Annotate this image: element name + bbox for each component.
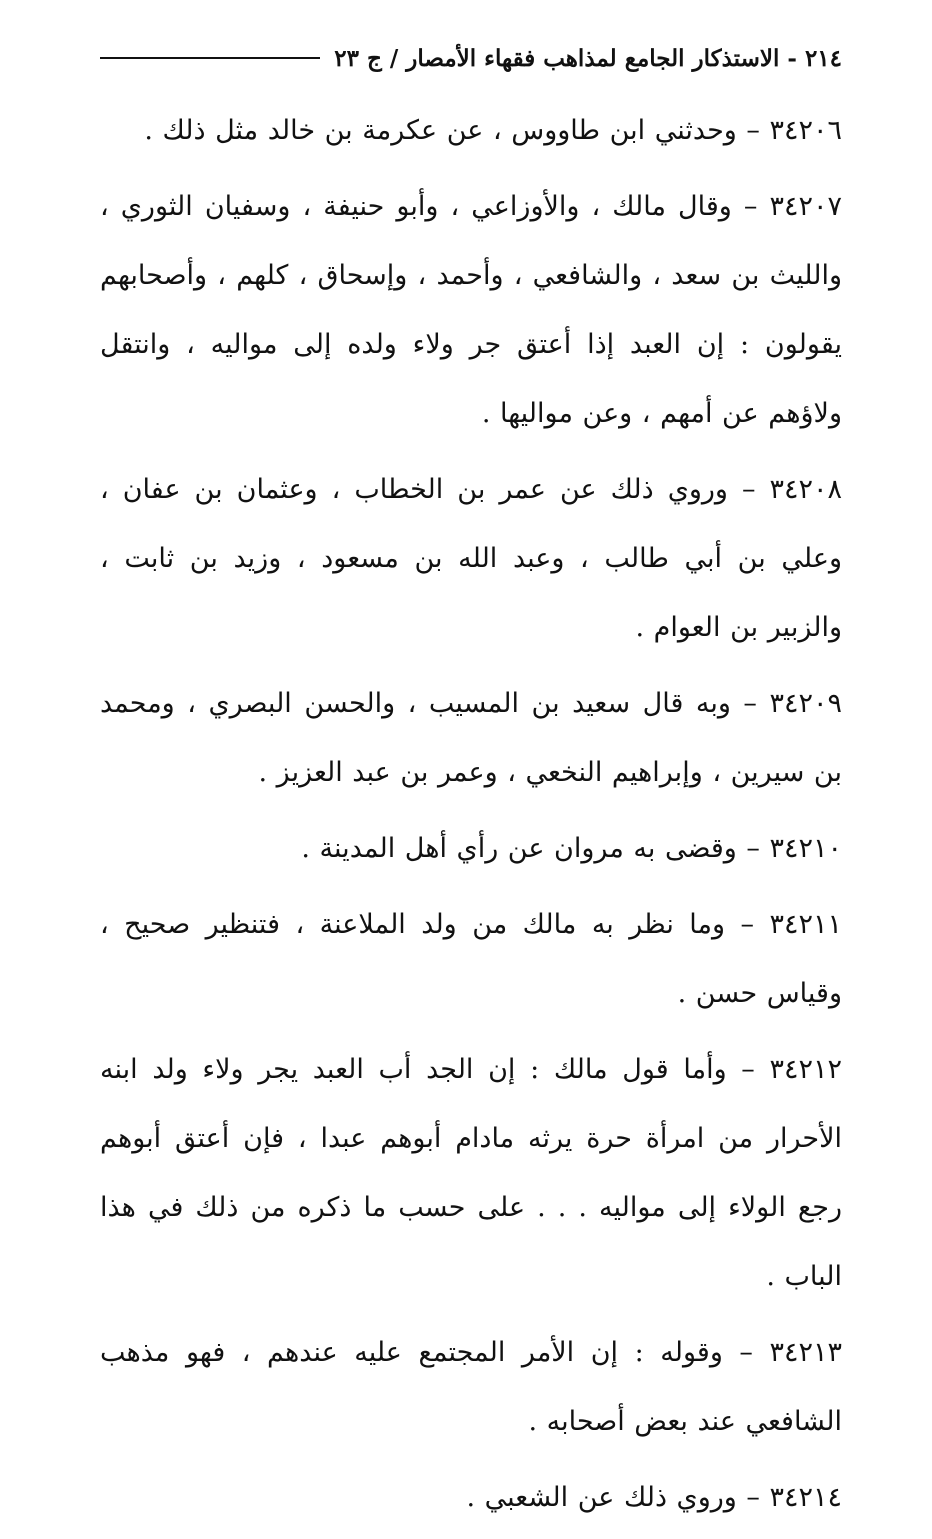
paragraph-34212 (100, 1035, 842, 1311)
paragraph-number: ٣٤٢٠٨ (769, 474, 842, 505)
paragraph-number: ٣٤٢٠٦ (769, 115, 842, 146)
paragraph-number: ٣٤٢٠٩ (769, 688, 842, 719)
paragraph-text: – وقال مالك ، والأوزاعي ، وأبو حنيفة ، وسفيان الثوري ، والليث بن سعد ، والشافعي ، وأحمد ، وإسحاق ، كلهم ، وأصحابهم يقولون : إن العبد إذا أعتق جر ولاء ولده إلى مواليه ، وانتقل ولاؤهم عن أمهم ، وعن مواليها . (100, 191, 842, 429)
paragraph-34213 (100, 1318, 842, 1456)
paragraph-text: – وقضى به مروان عن رأي أهل المدينة . (301, 833, 760, 864)
paragraph-text: – وقوله : إن الأمر المجتمع عليه عندهم ، فهو مذهب الشافعي عند بعض أصحابه . (100, 1337, 842, 1437)
paragraph-34206 (100, 96, 842, 165)
paragraph-34211 (100, 890, 842, 1028)
paragraph-number: ٣٤٢٠٧ (769, 191, 842, 222)
page-header-title: ٢١٤ - الاستذكار الجامع لمذاهب فقهاء الأمصار / ج ٢٣ (334, 44, 842, 72)
running-header (100, 38, 842, 78)
page-body (100, 96, 842, 1539)
paragraph-number: ٣٤٢١٠ (769, 833, 842, 864)
header-rule (100, 57, 320, 59)
paragraph-34209 (100, 669, 842, 807)
paragraph-34214 (100, 1463, 842, 1532)
paragraph-text: – وبه قال سعيد بن المسيب ، والحسن البصري ، ومحمد بن سيرين ، وإبراهيم النخعي ، وعمر بن عبد العزيز . (100, 688, 842, 788)
paragraph-text: – وأما قول مالك : إن الجد أب العبد يجر ولاء ولد ابنه الأحرار من امرأة حرة يرثه مادام أبوهم عبدا ، فإن أعتق أبوهم رجع الولاء إلى مواليه . . . على حسب ما ذكره من ذلك في هذا الباب . (100, 1054, 842, 1292)
paragraph-number: ٣٤٢١٣ (769, 1337, 842, 1368)
paragraph-number: ٣٤٢١١ (769, 909, 842, 940)
paragraph-text: – وما نظر به مالك من ولد الملاعنة ، فتنظير صحيح ، وقياس حسن . (100, 909, 842, 1009)
paragraph-text: – وروي ذلك عن عمر بن الخطاب ، وعثمان بن عفان ، وعلي بن أبي طالب ، وعبد الله بن مسعود ، وزيد بن ثابت ، والزبير بن العوام . (100, 474, 842, 643)
paragraph-34210 (100, 814, 842, 883)
paragraph-number: ٣٤٢١٤ (769, 1482, 842, 1513)
paragraph-number: ٣٤٢١٢ (769, 1054, 842, 1085)
paragraph-text: – وروي ذلك عن الشعبي . (466, 1482, 760, 1513)
paragraph-34207 (100, 172, 842, 448)
paragraph-text: – وحدثني ابن طاووس ، عن عكرمة بن خالد مثل ذلك . (144, 115, 760, 146)
paragraph-34208 (100, 455, 842, 662)
